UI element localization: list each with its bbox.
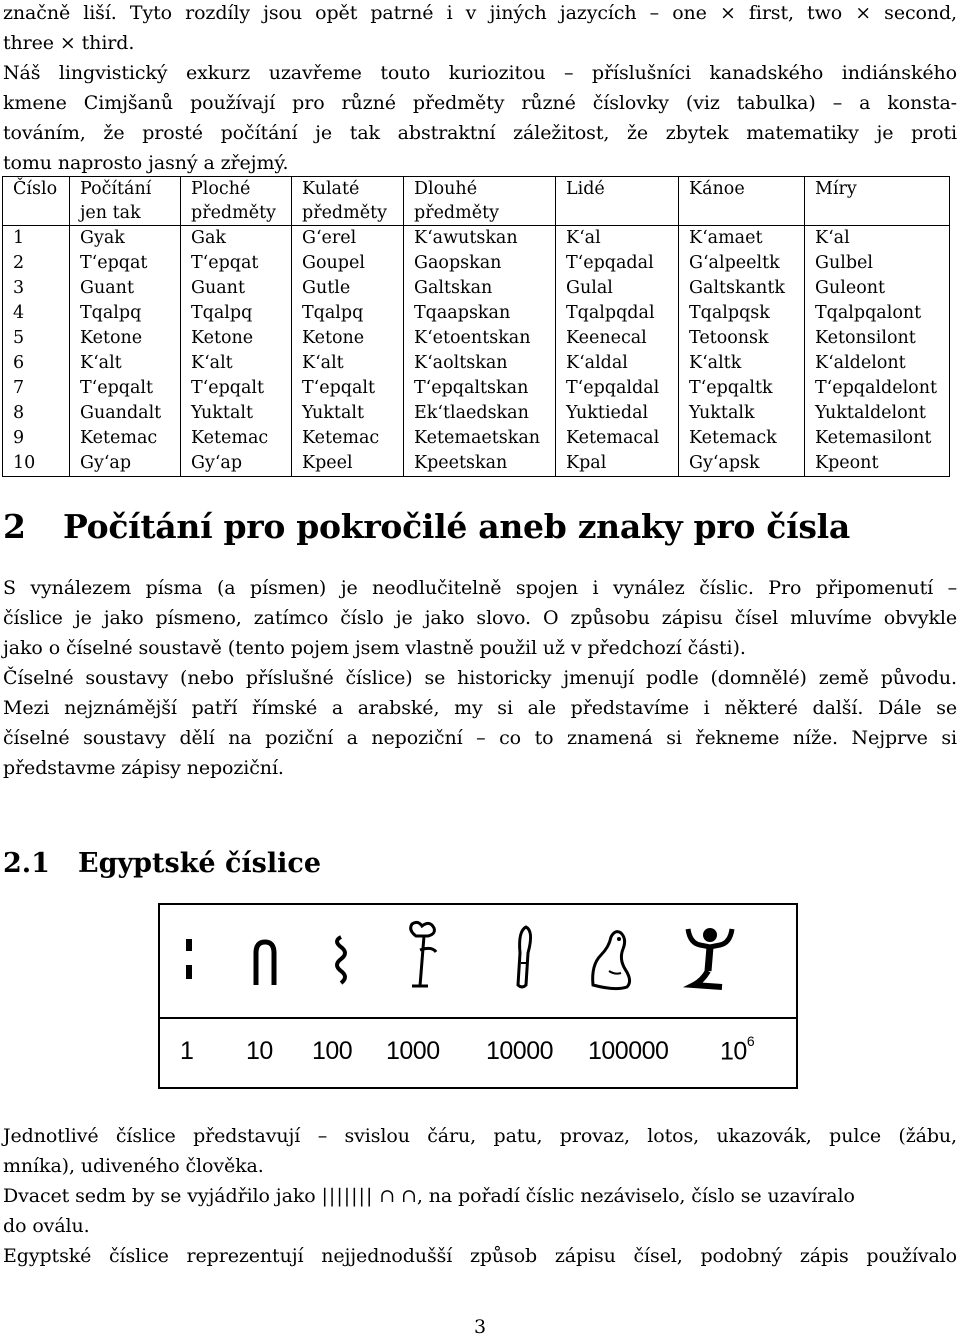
finger-icon xyxy=(510,923,538,991)
table-cell: Tetoonsk xyxy=(679,326,805,351)
text-line: představme zápisy nepoziční. xyxy=(3,757,284,779)
heel-bone-icon xyxy=(250,939,280,989)
kneeling-man-icon xyxy=(680,923,740,995)
table-cell: Yuktaldelont xyxy=(805,401,950,426)
table-cell: Ketone xyxy=(70,326,181,351)
header-miry: Míry xyxy=(805,177,950,226)
table-cell: Kpeont xyxy=(805,451,950,477)
row-number-cell: 7 xyxy=(3,376,70,401)
table-cell: Tqalpq xyxy=(181,301,292,326)
text-line: číselné soustavy dělí na poziční a nepoziční – co to znamená si řekneme níže. Nejprve si xyxy=(3,727,957,749)
table-cell: K‘altk xyxy=(679,351,805,376)
table-cell: Gutle xyxy=(292,276,404,301)
table-cell: Ketone xyxy=(181,326,292,351)
table-cell: Goupel xyxy=(292,251,404,276)
text-line: jako o číselné soustavě (tento pojem jsem vlastně použil už v předchozí části). xyxy=(3,637,746,659)
lotus-icon xyxy=(402,920,442,990)
table-cell: Galtskan xyxy=(404,276,556,301)
row-number-cell: 9 xyxy=(3,426,70,451)
table-cell: Tqaapskan xyxy=(404,301,556,326)
table-cell: Guant xyxy=(181,276,292,301)
table-cell: Tqalpq xyxy=(292,301,404,326)
table-row xyxy=(3,351,950,376)
table-row xyxy=(3,451,950,477)
header-dlouhe: Dlouhé předměty xyxy=(404,177,556,226)
subsection-number: 2.1 xyxy=(3,848,50,879)
text-line: mníka), udiveného člověka. xyxy=(3,1155,264,1177)
table-header-row xyxy=(3,177,950,226)
arches-notation: ∩ ∩ xyxy=(379,1185,417,1207)
egyptian-twenty-seven-notation: ||||||| xyxy=(321,1185,374,1207)
hieroglyph-row xyxy=(160,905,796,1019)
tsimshian-numerals-table-wrap xyxy=(2,176,956,477)
text-line: S vynálezem písma (a písmen) je neodlučitelně spojen i vynález číslic. Pro připomenutí – xyxy=(3,577,957,599)
table-cell: Yuktalt xyxy=(181,401,292,426)
table-cell: Kpeetskan xyxy=(404,451,556,477)
page-number: 3 xyxy=(473,1316,487,1338)
row-number-cell: 10 xyxy=(3,451,70,477)
table-cell: Tqalpqalont xyxy=(805,301,950,326)
table-row xyxy=(3,226,950,252)
table-cell: T‘epqaltskan xyxy=(404,376,556,401)
table-row xyxy=(3,251,950,276)
table-cell: Galtskantk xyxy=(679,276,805,301)
table-cell: Ketemack xyxy=(679,426,805,451)
row-number-cell: 4 xyxy=(3,301,70,326)
text-line: číslice je jako písmeno, zatímco číslo je jako slovo. O způsobu zápisu čísel mluvíme obvykle xyxy=(3,607,957,629)
value-100: 100 xyxy=(312,1037,353,1065)
value-million: $10^6$ xyxy=(720,1033,755,1066)
value-10000: 10000 xyxy=(486,1037,554,1065)
table-cell: Gulbel xyxy=(805,251,950,276)
text-line: kmene Cimjšanů používají pro různé předměty různé číslovky (viz tabulka) – a konsta- xyxy=(3,92,957,114)
table-cell: K‘alt xyxy=(70,351,181,376)
value-row xyxy=(160,1019,796,1085)
table-cell: Tqalpqsk xyxy=(679,301,805,326)
closing-paragraph xyxy=(3,1121,957,1271)
text-line: Číselné soustavy (nebo příslušné číslice) se historicky jmenují podle (domnělé) země původu. xyxy=(3,667,957,689)
table-cell: Gy‘ap xyxy=(70,451,181,477)
table-cell: Gak xyxy=(181,226,292,252)
table-cell: T‘epqalt xyxy=(292,376,404,401)
table-cell: K‘aldal xyxy=(556,351,679,376)
section-title: Počítání pro pokročilé aneb znaky pro čísla xyxy=(63,507,850,546)
tsimshian-numerals-table xyxy=(2,176,950,477)
table-cell: K‘awutskan xyxy=(404,226,556,252)
table-cell: K‘etoentskan xyxy=(404,326,556,351)
table-cell: Gulal xyxy=(556,276,679,301)
header-lide: Lidé xyxy=(556,177,679,226)
header-cislo: Číslo xyxy=(3,177,70,226)
table-cell: K‘al xyxy=(556,226,679,252)
header-ploche: Ploché předměty xyxy=(181,177,292,226)
table-cell: Gyak xyxy=(70,226,181,252)
table-row xyxy=(3,276,950,301)
table-cell: Yuktalk xyxy=(679,401,805,426)
table-cell: Ketemacal xyxy=(556,426,679,451)
text-line: Jednotlivé číslice představují – svislou čáru, patu, provaz, lotos, ukazovák, pulce (žábu, xyxy=(3,1125,957,1147)
table-row xyxy=(3,401,950,426)
table-cell: Gaopskan xyxy=(404,251,556,276)
table-cell: Ketonsilont xyxy=(805,326,950,351)
table-cell: K‘al xyxy=(805,226,950,252)
row-number-cell: 3 xyxy=(3,276,70,301)
table-row xyxy=(3,326,950,351)
text-line: do oválu. xyxy=(3,1215,90,1237)
text-line: Mezi nejznámější patří římské a arabské, my si ale představíme i některé další. Dále se xyxy=(3,697,957,719)
row-number-cell: 2 xyxy=(3,251,70,276)
value-10: 10 xyxy=(246,1037,273,1065)
table-cell: Ketemac xyxy=(70,426,181,451)
table-cell: Guandalt xyxy=(70,401,181,426)
header-kanoe: Kánoe xyxy=(679,177,805,226)
text-line: three × third. xyxy=(3,32,135,54)
text-line-notation: Dvacet sedm by se vyjádřilo jako ||||||| ∩ ∩, na pořadí číslic nezáviselo, číslo se uzavíralo xyxy=(3,1185,855,1207)
table-cell: Gy‘ap xyxy=(181,451,292,477)
table-cell: G‘erel xyxy=(292,226,404,252)
row-number-cell: 5 xyxy=(3,326,70,351)
table-cell: T‘epqalt xyxy=(70,376,181,401)
value-1: 1 xyxy=(180,1037,194,1065)
table-cell: Gy‘apsk xyxy=(679,451,805,477)
table-cell: Kpeel xyxy=(292,451,404,477)
table-cell: Ketemasilont xyxy=(805,426,950,451)
table-cell: Guleont xyxy=(805,276,950,301)
table-cell: Kpal xyxy=(556,451,679,477)
egyptian-numerals-figure xyxy=(158,903,798,1089)
section-heading xyxy=(3,507,850,546)
table-cell: K‘amaet xyxy=(679,226,805,252)
table-cell: Tqalpqdal xyxy=(556,301,679,326)
table-cell: K‘alt xyxy=(292,351,404,376)
header-pocitani: Počítání jen tak xyxy=(70,177,181,226)
row-number-cell: 6 xyxy=(3,351,70,376)
section-number: 2 xyxy=(3,507,26,546)
table-cell: K‘alt xyxy=(181,351,292,376)
text-line: tomu naprosto jasný a zřejmý. xyxy=(3,152,289,174)
table-cell: T‘epqalt xyxy=(181,376,292,401)
table-cell: K‘aldelont xyxy=(805,351,950,376)
table-cell: T‘epqadal xyxy=(556,251,679,276)
intro-paragraph xyxy=(3,0,957,178)
table-cell: T‘epqaldal xyxy=(556,376,679,401)
table-cell: Tqalpq xyxy=(70,301,181,326)
table-cell: K‘aoltskan xyxy=(404,351,556,376)
table-row xyxy=(3,426,950,451)
coil-rope-icon xyxy=(330,933,352,985)
table-cell: T‘epqaltk xyxy=(679,376,805,401)
subsection-title: Egyptské číslice xyxy=(78,848,322,879)
value-100000: 100000 xyxy=(588,1037,669,1065)
subsection-heading xyxy=(3,848,321,879)
table-cell: T‘epqat xyxy=(181,251,292,276)
table-cell: Guant xyxy=(70,276,181,301)
text-line: Egyptské číslice reprezentují nejjednodušší způsob zápisu čísel, podobný zápis používalo xyxy=(3,1245,957,1267)
value-1000: 1000 xyxy=(386,1037,440,1065)
table-cell: T‘epqaldelont xyxy=(805,376,950,401)
table-row xyxy=(3,301,950,326)
table-cell: Yuktiedal xyxy=(556,401,679,426)
row-number-cell: 8 xyxy=(3,401,70,426)
table-cell: Ketemac xyxy=(292,426,404,451)
stroke-icon xyxy=(184,939,194,979)
exponent: 6 xyxy=(746,1033,755,1049)
text-line: značně liší. Tyto rozdíly jsou opět patrné i v jiných jazycích – one × first, two × second, xyxy=(3,2,957,24)
table-cell: Yuktalt xyxy=(292,401,404,426)
table-cell: G‘alpeeltk xyxy=(679,251,805,276)
row-number-cell: 1 xyxy=(3,226,70,252)
tadpole-icon xyxy=(585,925,641,995)
text-line: továním, že prosté počítání je tak abstraktní záležitost, že zbytek matematiky je proti xyxy=(3,122,957,144)
header-kulate: Kulaté předměty xyxy=(292,177,404,226)
table-cell: Ek‘tlaedskan xyxy=(404,401,556,426)
table-cell: Ketemac xyxy=(181,426,292,451)
table-cell: Ketemaetskan xyxy=(404,426,556,451)
table-cell: T‘epqat xyxy=(70,251,181,276)
table-cell: Ketone xyxy=(292,326,404,351)
section-paragraph xyxy=(3,573,957,783)
table-cell: Keenecal xyxy=(556,326,679,351)
text-line: Náš lingvistický exkurz uzavřeme touto kuriozitou – příslušníci kanadského indiánského xyxy=(3,62,957,84)
table-row xyxy=(3,376,950,401)
